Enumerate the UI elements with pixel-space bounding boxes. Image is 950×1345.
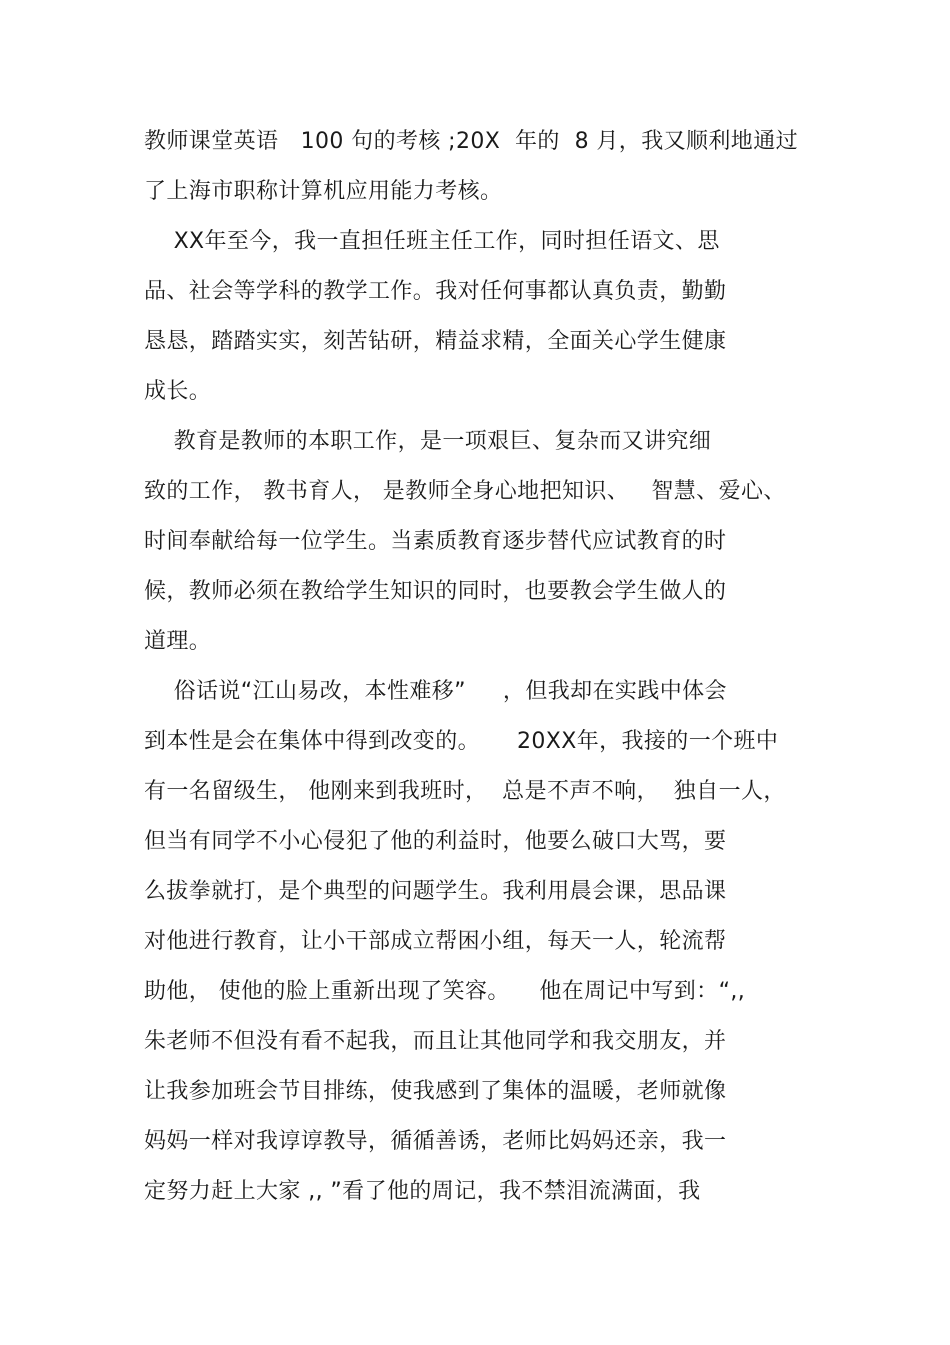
text-line: 俗话说“江山易改，本性难移” ，但我却在实践中体会 xyxy=(144,679,727,704)
text-line: 候，教师必须在教给学生知识的同时，也要教会学生做人的 xyxy=(144,579,727,604)
text-line: 助他， 使他的脸上重新出现了笑容。 他在周记中写到：“,, xyxy=(144,979,746,1004)
text-line: 到本性是会在集体中得到改变的。 20XX年，我接的一个班中 xyxy=(144,729,779,754)
text-line: XX年至今，我一直担任班主任工作，同时担任语文、思 xyxy=(144,229,720,254)
text-line: 品、社会等学科的教学工作。我对任何事都认真负责，勤勤 xyxy=(144,279,727,304)
text-line: 但当有同学不小心侵犯了他的利益时，他要么破口大骂，要 xyxy=(144,829,727,854)
text-line: 时间奉献给每一位学生。当素质教育逐步替代应试教育的时 xyxy=(144,529,727,554)
text-line: 道理。 xyxy=(144,629,212,654)
text-line: 妈妈一样对我谆谆教导，循循善诱，老师比妈妈还亲，我一 xyxy=(144,1129,727,1154)
text-line: 对他进行教育，让小干部成立帮困小组，每天一人，轮流帮 xyxy=(144,929,727,954)
text-line: 成长。 xyxy=(144,379,212,404)
text-line: 教师课堂英语 100 句的考核 ;20X 年的 8 月，我又顺利地通过 xyxy=(144,129,798,154)
text-line: 恳恳，踏踏实实，刻苦钻研，精益求精，全面关心学生健康 xyxy=(144,329,727,354)
text-line: 有一名留级生， 他刚来到我班时， 总是不声不响， 独自一人， xyxy=(144,779,786,804)
text-line: 教育是教师的本职工作，是一项艰巨、复杂而又讲究细 xyxy=(144,429,712,454)
text-line: 朱老师不但没有看不起我，而且让其他同学和我交朋友，并 xyxy=(144,1029,727,1054)
text-line: 让我参加班会节目排练，使我感到了集体的温暖，老师就像 xyxy=(144,1079,727,1104)
text-line: 定努力赶上大家 ,, ”看了他的周记，我不禁泪流满面，我 xyxy=(144,1179,701,1204)
text-line: 么拔拳就打，是个典型的问题学生。我利用晨会课，思品课 xyxy=(144,879,727,904)
text-line: 致的工作， 教书育人， 是教师全身心地把知识、 智慧、爱心、 xyxy=(144,479,786,504)
text-line: 了上海市职称计算机应用能力考核。 xyxy=(144,179,503,204)
